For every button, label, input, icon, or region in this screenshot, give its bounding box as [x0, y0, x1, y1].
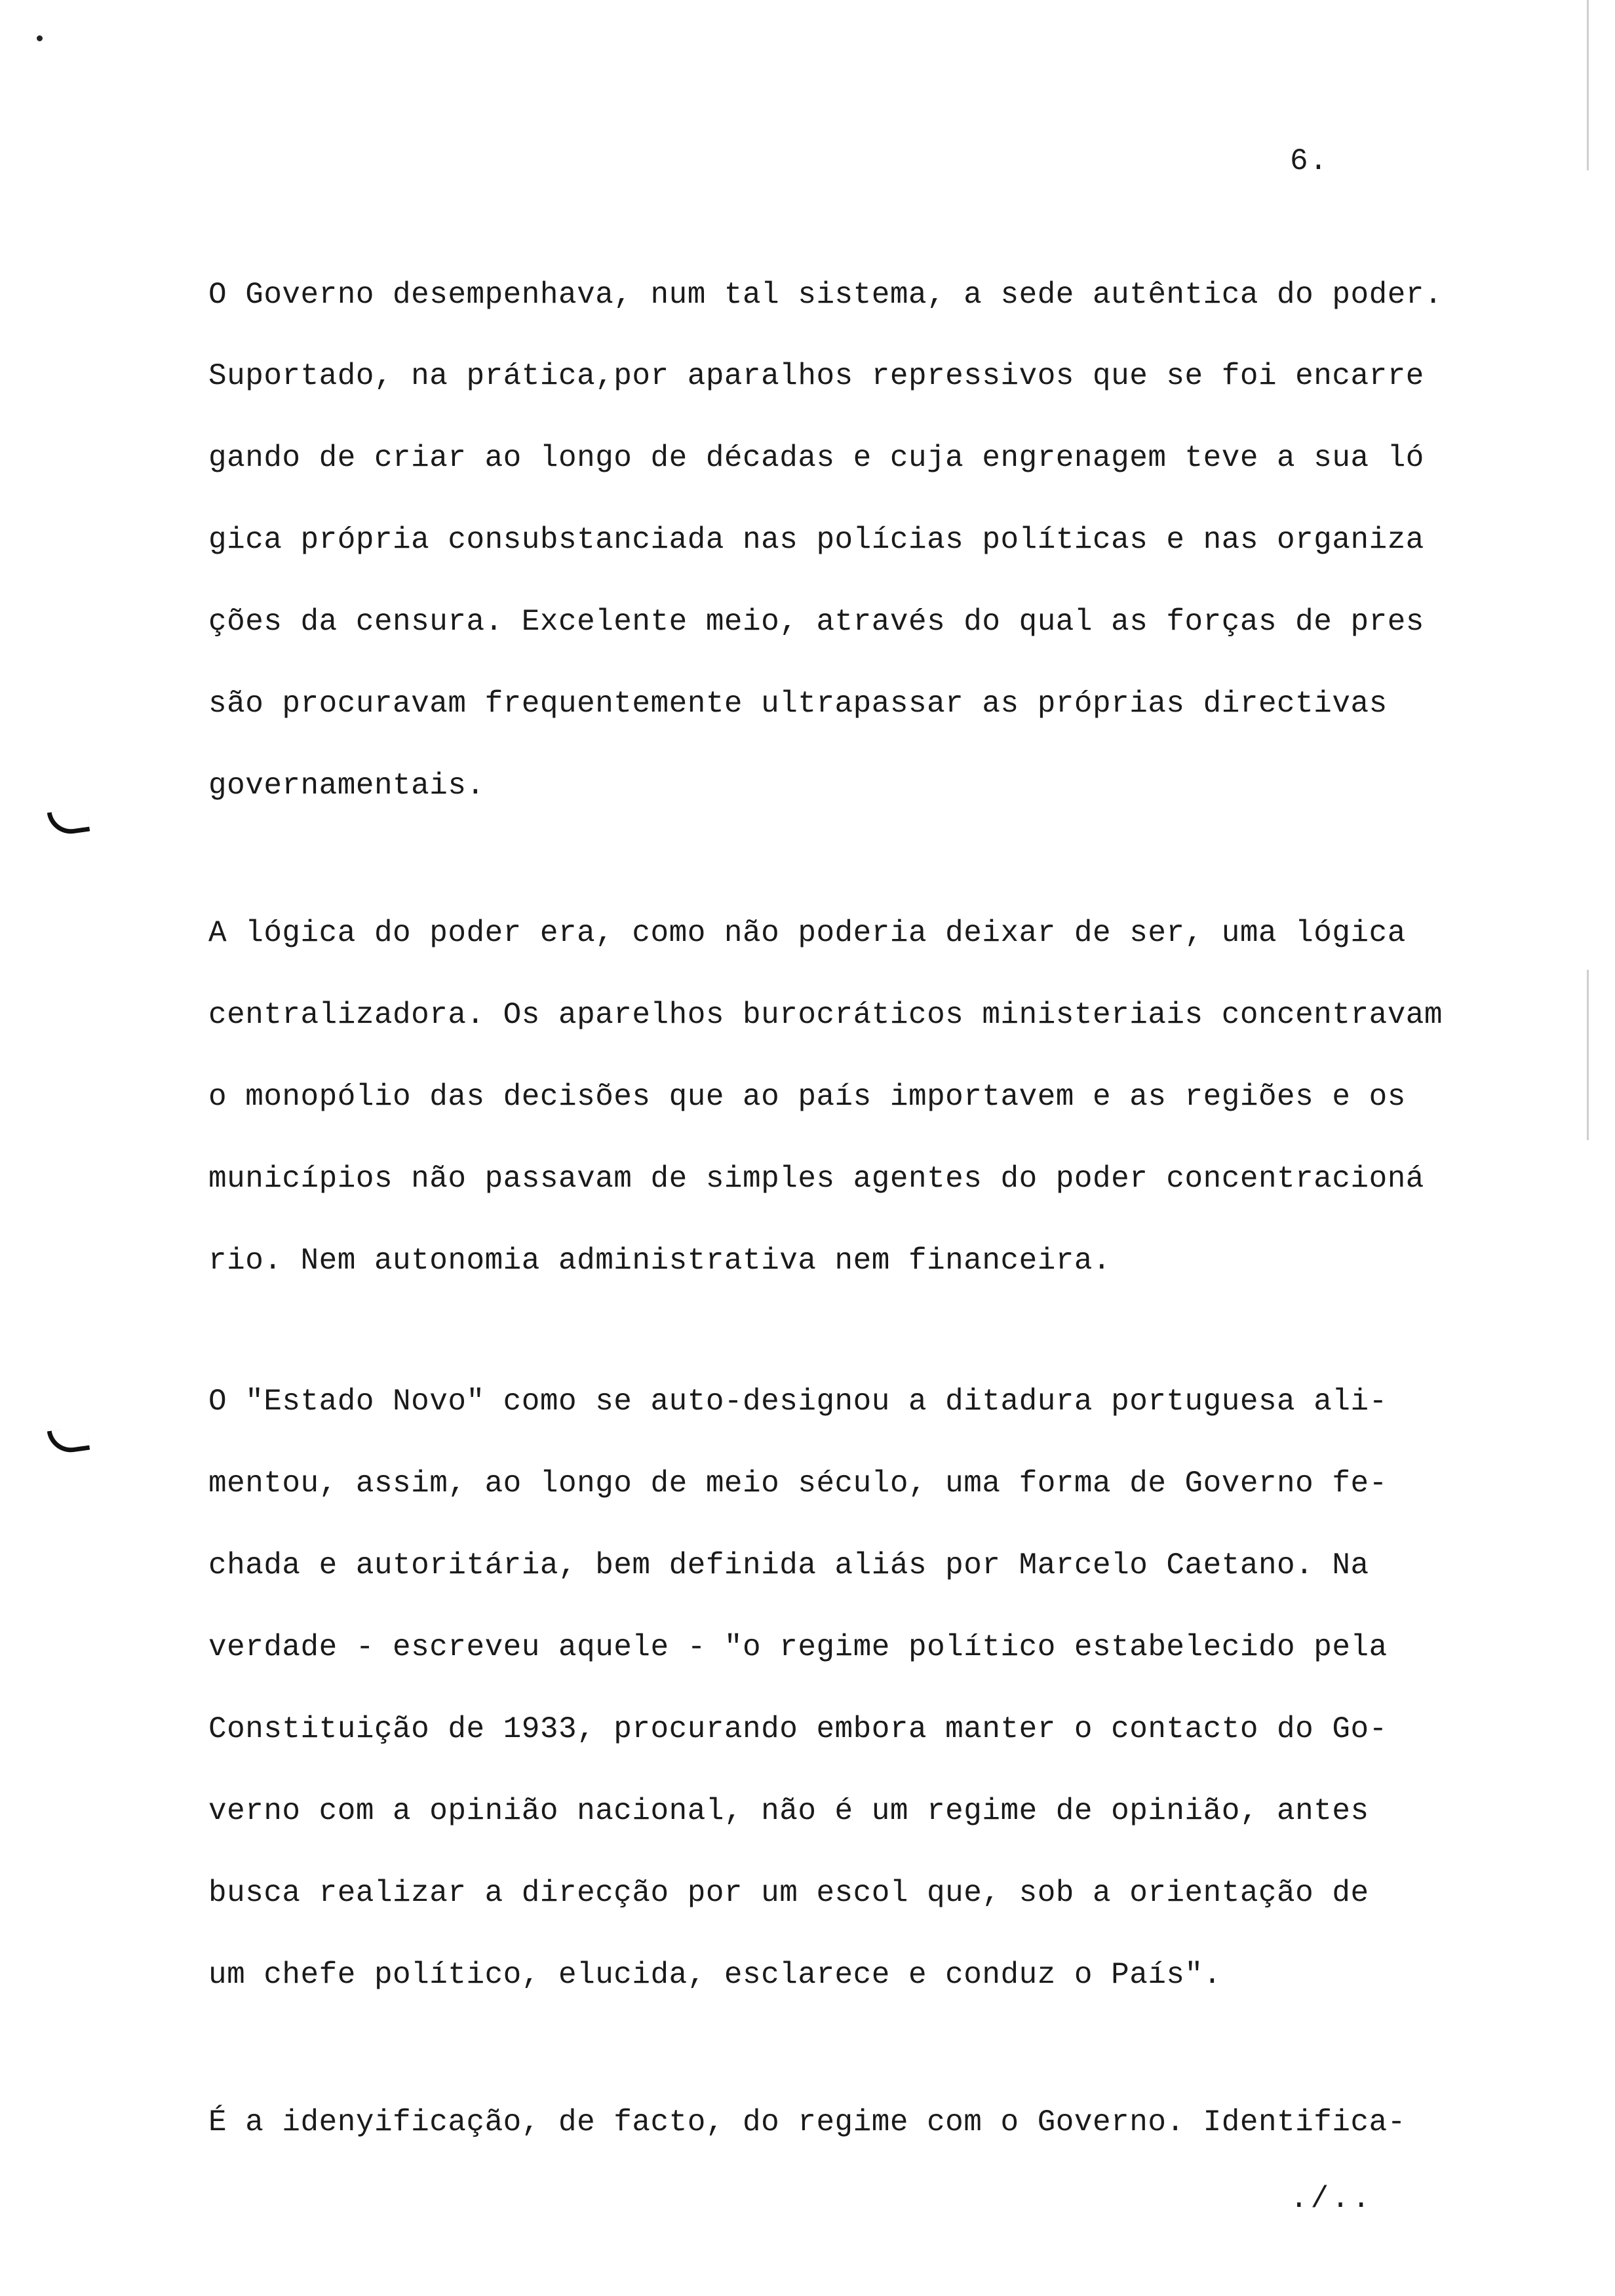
- text-line: O "Estado Novo" como se auto-designou a ditadura portuguesa ali-: [208, 1385, 1388, 1419]
- text-line: um chefe político, elucida, esclarece e conduz o País".: [208, 1958, 1222, 1992]
- text-line: verno com a opinião nacional, não é um regime de opinião, antes: [208, 1794, 1369, 1828]
- ink-speck: [37, 35, 43, 41]
- text-line: O Governo desempenhava, num tal sistema, a sede autêntica do poder.: [208, 278, 1443, 312]
- text-line: são procuravam frequentemente ultrapassar as próprias directivas: [208, 687, 1388, 721]
- page-edge-shadow: [1587, 0, 1589, 170]
- margin-hole-mark: [47, 807, 90, 837]
- text-line: busca realizar a direcção por um escol que, sob a orientação de: [208, 1876, 1369, 1910]
- text-line: gando de criar ao longo de décadas e cuja engrenagem teve a sua ló: [208, 441, 1424, 475]
- text-line: A lógica do poder era, como não poderia deixar de ser, uma lógica: [208, 916, 1406, 950]
- text-line: verdade - escreveu aquele - "o regime político estabelecido pela: [208, 1630, 1388, 1664]
- text-line: É a idenyificação, de facto, do regime com o Governo. Identifica-: [208, 2105, 1406, 2139]
- text-line: mentou, assim, ao longo de meio século, uma forma de Governo fe-: [208, 1466, 1388, 1501]
- text-line: gica própria consubstanciada nas polícias políticas e nas organiza: [208, 523, 1424, 557]
- text-line: ções da censura. Excelente meio, através do qual as forças de pres: [208, 605, 1424, 639]
- text-line: chada e autoritária, bem definida aliás por Marcelo Caetano. Na: [208, 1548, 1369, 1582]
- text-line: municípios não passavam de simples agentes do poder concentracioná: [208, 1162, 1424, 1196]
- page-edge-shadow: [1587, 970, 1589, 1140]
- continuation-mark: ./..: [1290, 2182, 1373, 2216]
- text-line: Suportado, na prática,por aparalhos repressivos que se foi encarre: [208, 359, 1424, 393]
- text-line: governamentais.: [208, 769, 485, 803]
- margin-hole-mark: [47, 1426, 90, 1455]
- text-line: Constituição de 1933, procurando embora manter o contacto do Go-: [208, 1712, 1388, 1746]
- page-number: 6.: [1290, 144, 1329, 178]
- text-line: rio. Nem autonomia administrativa nem financeira.: [208, 1244, 1112, 1278]
- text-line: centralizadora. Os aparelhos burocráticos ministeriais concentravam: [208, 998, 1443, 1032]
- text-line: o monopólio das decisões que ao país importavem e as regiões e os: [208, 1080, 1406, 1114]
